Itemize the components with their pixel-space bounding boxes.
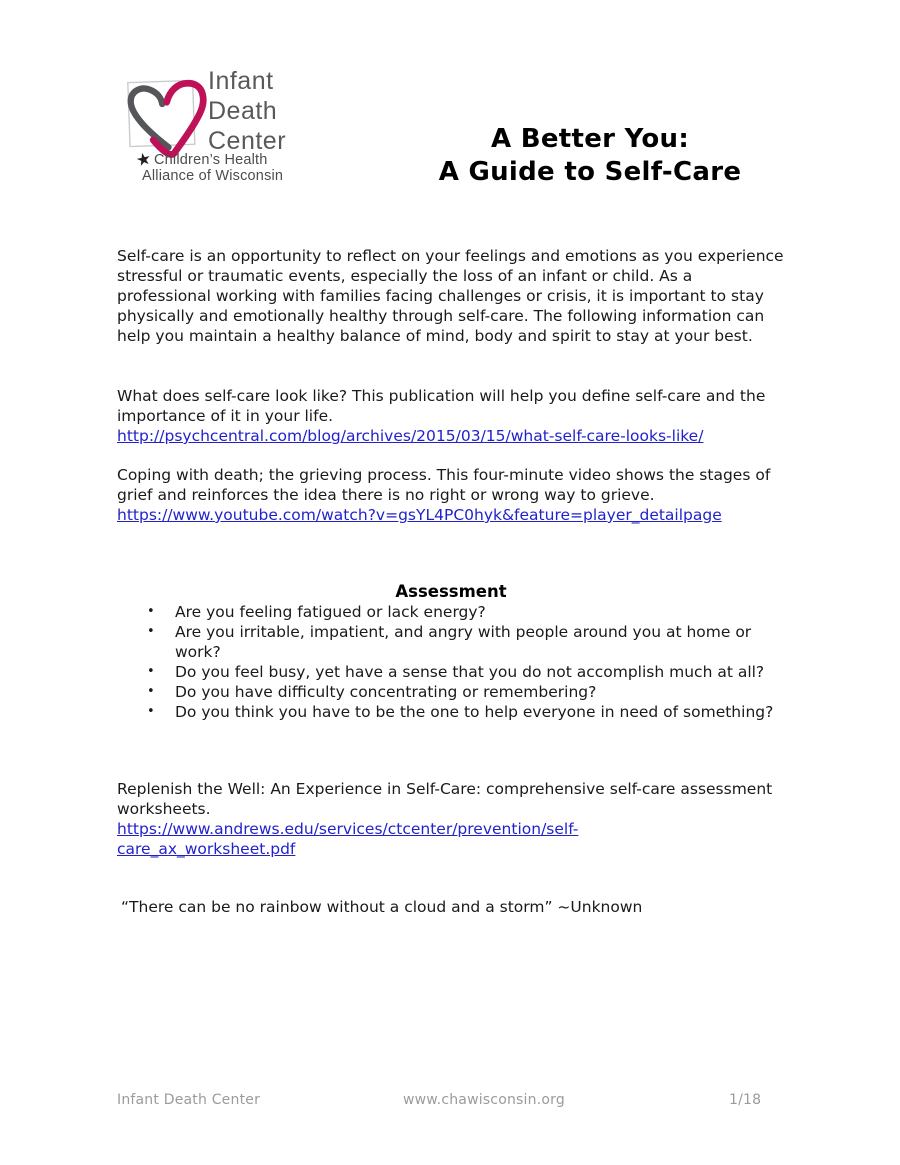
assessment-bullet-item bbox=[117, 702, 789, 722]
assessment-list bbox=[117, 602, 789, 722]
what-does-paragraph bbox=[117, 386, 789, 446]
heart-logo-icon bbox=[119, 66, 209, 160]
assessment-bullet-item bbox=[117, 662, 789, 682]
replenish-paragraph bbox=[117, 779, 789, 859]
replenish-text: Replenish the Well: An Experience in Self-Care: comprehensive self-care assessment worksheets. bbox=[117, 780, 773, 818]
andrews-link-line-1[interactable]: https://www.andrews.edu/services/ctcenter/prevention/self- bbox=[117, 820, 579, 838]
logo-word-death: Death bbox=[208, 97, 278, 125]
assessment-bullet-item bbox=[117, 682, 789, 702]
coping-paragraph bbox=[117, 465, 789, 525]
page-title-line-1: A Better You: bbox=[490, 124, 690, 154]
footer-page-number: 1/18 bbox=[729, 1092, 762, 1108]
footer-org-name: Infant Death Center bbox=[117, 1092, 261, 1108]
coping-text: Coping with death; the grieving process. This four-minute video shows the stages of grief and reinforces the idea there is no right or wrong way to grieve. bbox=[117, 466, 771, 504]
footer-website: www.chawisconsin.org bbox=[403, 1092, 565, 1108]
psychcentral-link[interactable]: http://psychcentral.com/blog/archives/2015/03/15/what-self-care-looks-like/ bbox=[117, 427, 704, 445]
logo-word-center: Center bbox=[208, 127, 287, 155]
star-icon: ★ bbox=[134, 148, 154, 172]
assessment-bullet-text: Do you feel busy, yet have a sense that you do not accomplish much at all? bbox=[175, 663, 765, 681]
intro-paragraph: Self-care is an opportunity to reflect on your feelings and emotions as you experience stressful or traumatic events, especially the loss of an infant or child. As a professional working with families facing challenges or crisis, it is important to stay physically and emotionally healthy through self-care. The following information can help you maintain a healthy balance of mind, body and spirit to stay at your best. bbox=[117, 247, 784, 345]
page-title bbox=[395, 123, 785, 189]
logo-wordmark bbox=[208, 66, 286, 156]
assessment-heading: Assessment bbox=[395, 582, 507, 601]
andrews-worksheet-link[interactable] bbox=[117, 820, 578, 858]
youtube-link[interactable]: https://www.youtube.com/watch?v=gsYL4PC0hyk&feature=player_detailpage bbox=[117, 506, 722, 524]
what-does-text: What does self-care look like? This publication will help you define self-care and the importance of it in your life. bbox=[117, 387, 766, 425]
bullet-icon: • bbox=[147, 684, 155, 699]
assessment-bullet-text: Are you feeling fatigued or lack energy? bbox=[175, 603, 486, 621]
alliance-line-1: Children’s Health bbox=[154, 152, 268, 168]
assessment-bullet-item bbox=[117, 622, 789, 662]
bullet-icon: • bbox=[147, 664, 155, 679]
assessment-bullet-text: Do you think you have to be the one to help everyone in need of something? bbox=[175, 703, 774, 721]
assessment-bullet-item bbox=[117, 602, 789, 622]
infant-death-center-logo bbox=[113, 64, 343, 194]
alliance-line-2: Alliance of Wisconsin bbox=[142, 168, 284, 184]
bullet-icon: • bbox=[147, 704, 155, 719]
andrews-link-line-2[interactable]: care_ax_worksheet.pdf bbox=[117, 840, 296, 858]
logo-word-infant: Infant bbox=[208, 67, 274, 95]
bullet-icon: • bbox=[147, 624, 155, 639]
rainbow-quote: “There can be no rainbow without a cloud and a storm” ~Unknown bbox=[121, 898, 643, 916]
bullet-icon: • bbox=[147, 604, 155, 619]
assessment-bullet-text: Do you have difficulty concentrating or remembering? bbox=[175, 683, 597, 701]
page-title-line-2: A Guide to Self-Care bbox=[438, 157, 742, 187]
assessment-bullet-text: Are you irritable, impatient, and angry with people around you at home or work? bbox=[175, 623, 752, 661]
